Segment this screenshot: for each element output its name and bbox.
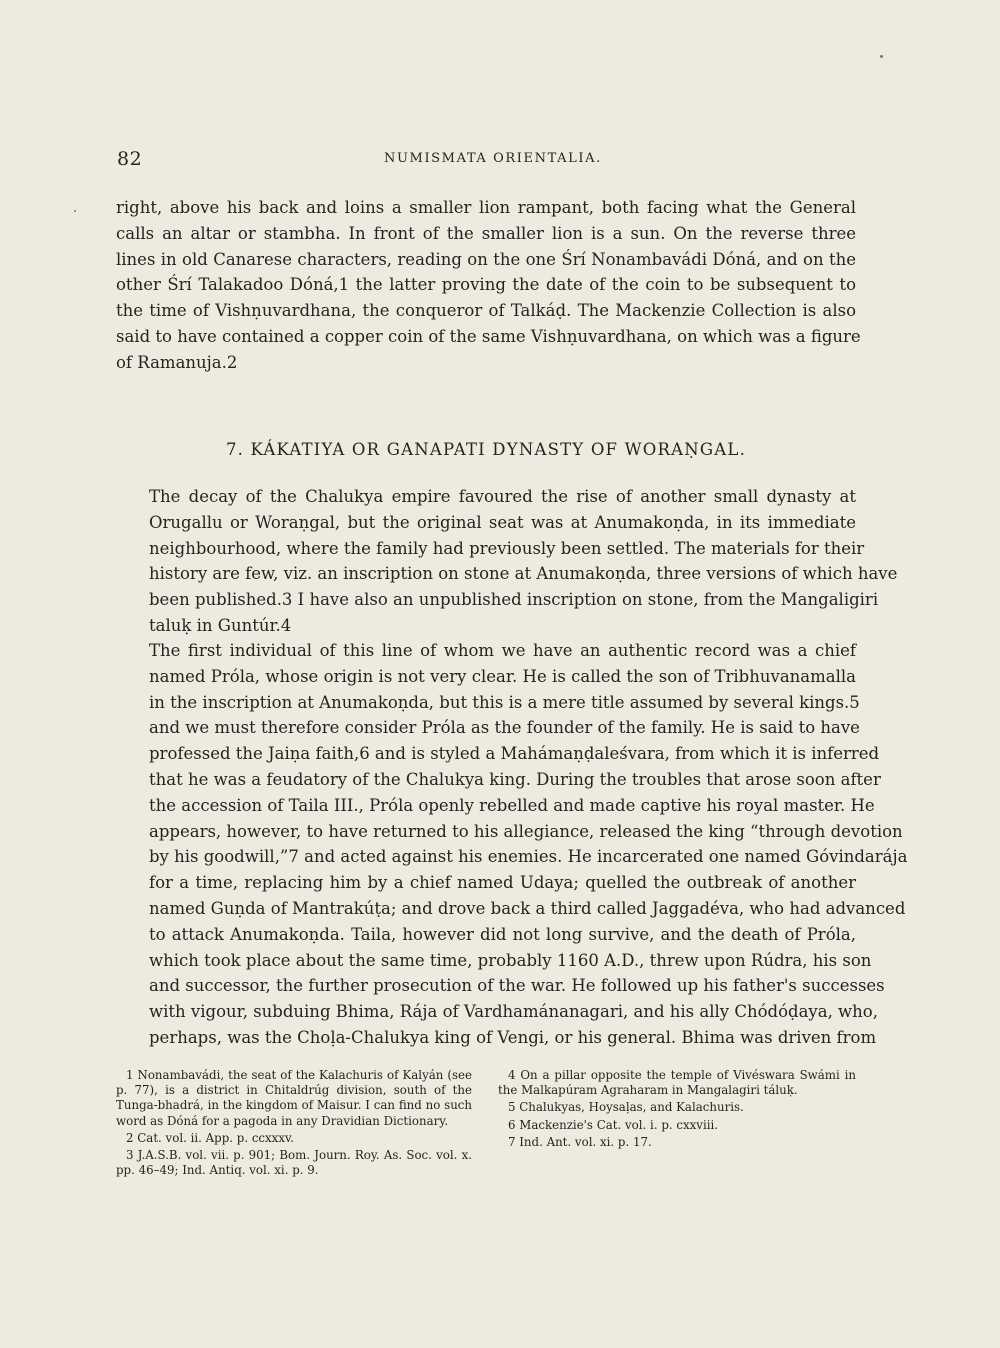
text-line: The first individual of this line of whom we have an authentic record was a chief [149,641,856,660]
paragraph [116,484,898,639]
footnote: 7 Ind. Ant. vol. xi. p. 17. [508,1134,652,1149]
text-line: by his goodwill,”7 and acted against his enemies. He incarcerated one named Góvindarája [149,847,908,867]
footnote: 4 On a pillar opposite the temple of Vivéswara Swámi in the Malkapúram Agraharam in Mangalagiri táluḳ. [498,1068,856,1098]
text-line: for a time, replacing him by a chief named Udaya; quelled the outbreak of another [149,873,856,893]
paragraph [116,638,908,1051]
text-line: other Śrí Talakadoo Dóná,1 the latter proving the date of the coin to be subsequent to [116,275,856,295]
text-line: perhaps, was the Choḷa-Chalukya king of Vengi, or his general. Bhima was driven from [149,1027,877,1047]
text-line: named Guṇda of Mantrakúṭa; and drove back a third called Jaggadéva, who had advanced [149,898,906,918]
footnote: 5 Chalukyas, Hoysaḷas, and Kalachuris. [508,1100,744,1115]
text-line: history are few, viz. an inscription on stone at Anumakoṇda, three versions of which have [149,564,898,584]
footnote: 2 Cat. vol. ii. App. p. ccxxxv. [126,1130,295,1145]
footnotes-right-column [498,1068,856,1180]
text-line: Orugallu or Woraṇgal, but the original seat was at Anumakoṇda, in its immediate [149,512,856,532]
footnote: 6 Mackenzie's Cat. vol. i. p. cxxviii. [508,1117,719,1132]
text-line: the accession of Taila III., Próla openly rebelled and made captive his royal master. He [149,795,875,815]
text-line: calls an altar or stambha. In front of the smaller lion is a sun. On the reverse three [116,223,856,243]
text-line: which took place about the same time, probably 1160 A.D., threw upon Rúdra, his son [149,950,872,970]
text-line: The decay of the Chalukya empire favoured the rise of another small dynasty at [149,487,856,506]
text-line: in the inscription at Anumakoṇda, but this is a mere title assumed by several kings.5 [149,692,860,712]
text-line: neighbourhood, where the family had previously been settled. The materials for their [149,538,865,558]
paper-speck [880,55,883,58]
continued-paragraph [116,195,861,376]
text-line: to attack Anumakoṇda. Taila, however did not long survive, and the death of Próla, [149,924,856,944]
text-line: said to have contained a copper coin of the same Vishṇuvardhana, on which was a figure [116,326,861,346]
paper-speck [74,210,76,212]
text-line: of Ramanuja.2 [116,352,238,372]
text-line: taluḳ in Guntúr.4 [149,615,292,635]
footnote: 1 Nonambavádi, the seat of the Kalachuris of Kalyán (see p. 77), is a district in Chitaldrúg division, south of the Tunga-bhadrá, in the kingdom of Maisur. I can find no such word as Dóná for a pagoda in any Dravidian Dictionary. [116,1068,472,1128]
text-line: appears, however, to have returned to his allegiance, released the king “through devotion [149,821,903,841]
footnotes-left-column [116,1068,472,1180]
text-line: and successor, the further prosecution of the war. He followed up his father's successes [149,976,885,996]
text-line: with vigour, subduing Bhima, Rája of Vardhamánanagari, and his ally Chódóḍaya, who, [149,1002,878,1022]
text-line: named Próla, whose origin is not very clear. He is called the son of Tribhuvanamalla [149,666,856,686]
text-line: that he was a feudatory of the Chalukya king. During the troubles that arose soon after [149,769,881,789]
footnotes [116,1068,856,1180]
page-number: 82 [117,148,143,170]
text-line: right, above his back and loins a smaller lion rampant, both facing what the General [116,198,856,217]
running-head: NUMISMATA ORIENTALIA. [384,151,602,166]
text-line: lines in old Canarese characters, reading on the one Śrí Nonambavádi Dóná, and on the [116,249,856,269]
footnote: 3 J.A.S.B. vol. vii. p. 901; Bom. Journ. Roy. As. Soc. vol. x. pp. 46–49; Ind. Antiq. vol. xi. p. 9. [116,1148,472,1178]
text-line: been published.3 I have also an unpublished inscription on stone, from the Mangaligiri [149,590,879,610]
text-line: the time of Vishṇuvardhana, the conqueror of Talkáḍ. The Mackenzie Collection is also [116,301,856,321]
text-line: and we must therefore consider Próla as the founder of the family. He is said to have [149,718,860,738]
text-line: professed the Jaiṇa faith,6 and is styled a Mahámaṇḍaleśvara, from which it is inferred [149,744,880,764]
section-heading: 7. KÁKATIYA OR GANAPATI DYNASTY OF WORAṆGAL. [225,440,747,459]
